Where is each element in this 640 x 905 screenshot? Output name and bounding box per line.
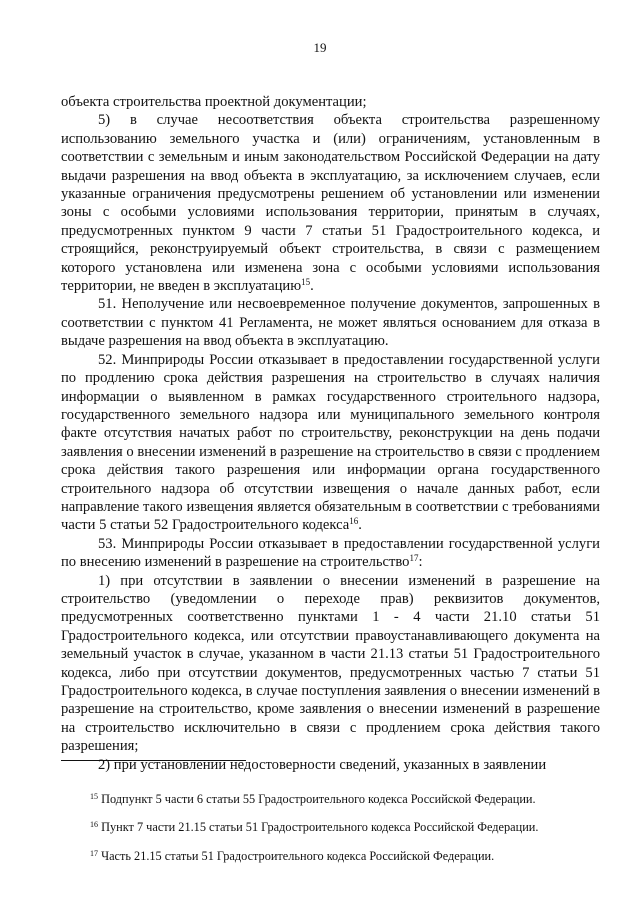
body-text <box>61 93 600 774</box>
footnote-17: $^{17}$ Часть 21.15 статьи 51 Градостроительного кодекса Российской Федерации. <box>90 849 495 863</box>
footnote-ref[interactable]: 17 <box>409 553 419 564</box>
paragraph-item-5: 5) в случае несоответствия объекта строительства разрешенному использованию земельного участка и (или) ограничениям, установленным в соответствии с земельным и иным законодательством Российской Федерации на дату выдачи разрешения на ввод объекта в эксплуатацию, за исключением случаев, если указанные ограничения предусмотрены решением об установлении или изменении зоны с особыми условиями использования территории, принятым в случаях, предусмотренных пунктом 9 части 7 статьи 51 Градостроительного кодекса, и строящийся, реконструируемый объект строительства, в связи с размещением которого установлена или изменена зона с особыми условиями использования территории, не введен в эксплуатацию$^{15}$. <box>61 112 600 295</box>
paragraph-53: 53. Минприроды России отказывает в предоставлении государственной услуги по внесению изменений в разрешение на строительство$^{17}$: <box>61 535 600 571</box>
page-number: 19 <box>313 40 327 55</box>
paragraph-item-1: 1) при отсутствии в заявлении о внесении изменений в разрешение на строительство (уведомлении о переходе прав) реквизитов документов, предусмотренных соответственно пунктами 1 - 4 части 21.10 статьи 51 Градостроительного кодекса, или отсутствии правоустанавливающего документа на земельный участок в случае, указанном в части 21.13 статьи 51 Градостроительного кодекса, либо при отсутствии документов, предусмотренных частью 7 статьи 51 Градостроительного кодекса, в случае поступления заявления о внесении изменений в разрешение на строительство, кроме заявления о внесении изменений в разрешение на строительство исключительно в связи с продлением срока действия такого разрешения; <box>61 572 600 755</box>
paragraph-52: 52. Минприроды России отказывает в предоставлении государственной услуги по продлению срока действия разрешения на строительство в случаях наличия информации о выявленном в рамках государственного строительного надзора, государственного земельного надзора или муниципального земельного контроля факте отсутствия начатых работ по строительству, реконструкции на день подачи заявления о внесении изменений в разрешение на строительство в связи с продлением срока действия такого разрешения или информации органа государственного строительного надзора об отсутствии извещения о начале данных работ, если направление такого извещения является обязательным в соответствии с требованиями части 5 статьи 52 Градостроительного кодекса$^{16}$. <box>61 351 600 534</box>
paragraph-51: 51. Неполучение или несвоевременное получение документов, запрошенных в соответствии с пунктом 41 Регламента, не может являться основанием для отказа в выдаче разрешения на ввод объекта в эксплуатацию. <box>61 296 600 350</box>
footnote-ref[interactable]: 16 <box>349 516 359 527</box>
footnote-16: $^{16}$ Пункт 7 части 21.15 статьи 51 Градостроительного кодекса Российской Федерации. <box>90 820 539 834</box>
footnote-ref[interactable]: 15 <box>301 277 311 288</box>
paragraph-continuation: объекта строительства проектной документации; <box>61 94 367 110</box>
paragraph-item-2: 2) при установлении недостоверности сведений, указанных в заявлении <box>98 756 547 773</box>
footnote-separator <box>61 760 246 761</box>
footnote-15: $^{15}$ Подпункт 5 части 6 статьи 55 Градостроительного кодекса Российской Федерации. <box>90 792 536 806</box>
